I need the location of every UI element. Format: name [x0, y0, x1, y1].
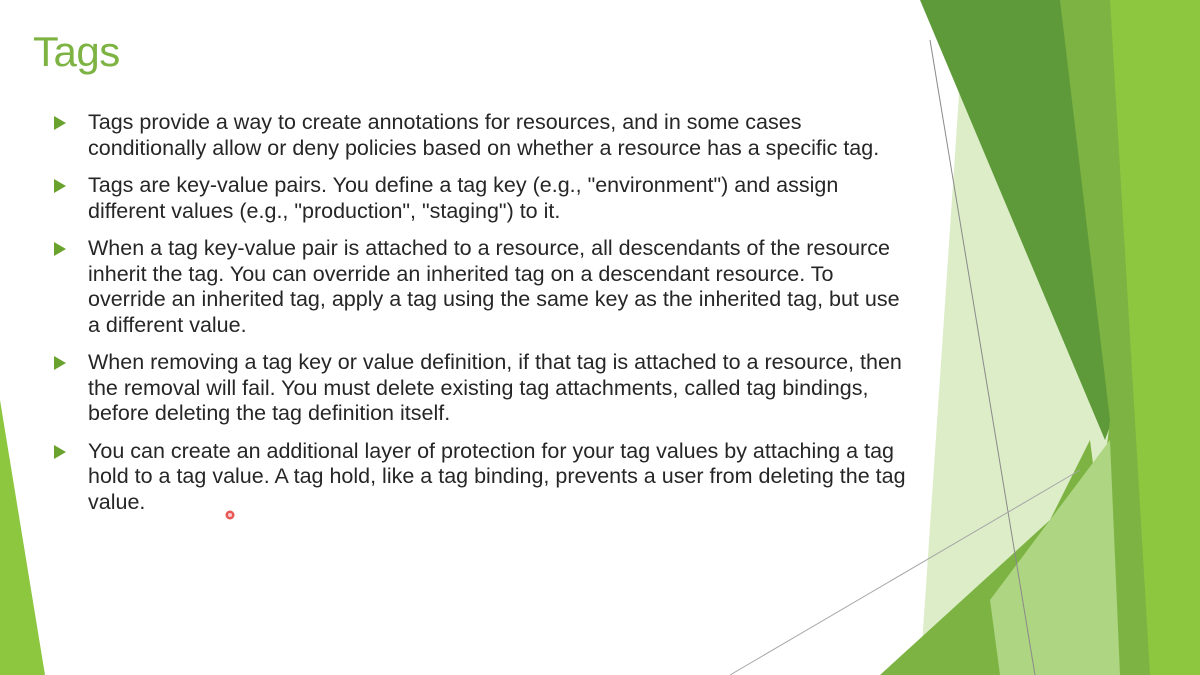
- right-triangle-bullet-icon: [54, 242, 66, 256]
- left-green-shape: [0, 400, 45, 675]
- right-triangle-bullet-icon: [54, 179, 66, 193]
- bullet-item: [52, 236, 912, 338]
- bullet-item: [52, 350, 912, 427]
- slide-title: Tags: [33, 28, 120, 75]
- bullet-text: You can create an additional layer of protection for your tag values by attaching a tag hold to a tag value. A tag hold, like a tag binding, prevents a user from deleting the tag value.: [88, 438, 906, 514]
- right-triangle-bullet-icon: [54, 356, 66, 370]
- bullet-item: [52, 439, 912, 516]
- bullet-list: [52, 110, 912, 527]
- bullet-item: [52, 110, 912, 161]
- bullet-text: When removing a tag key or value definition, if that tag is attached to a resource, then the removal will fail. You must delete existing tag attachments, called tag bindings, before deleting the tag definition itself.: [88, 350, 902, 425]
- bullet-text: Tags provide a way to create annotations for resources, and in some cases conditionally allow or deny policies based on whether a resource has a specific tag.: [88, 110, 880, 160]
- pointer-cursor-icon: [224, 509, 236, 521]
- bullet-item: [52, 173, 912, 224]
- bullet-text: When a tag key-value pair is attached to a resource, all descendants of the resource inherit the tag. You can override an inherited tag on a descendant resource. To override an inherited tag, apply a tag using the same key as the inherited tag, but use a different value.: [88, 236, 900, 337]
- right-triangle-bullet-icon: [54, 445, 66, 459]
- bullet-text: Tags are key-value pairs. You define a tag key (e.g., "environment") and assign different values (e.g., "production", "staging") to it.: [88, 173, 839, 223]
- right-triangle-bullet-icon: [54, 116, 66, 130]
